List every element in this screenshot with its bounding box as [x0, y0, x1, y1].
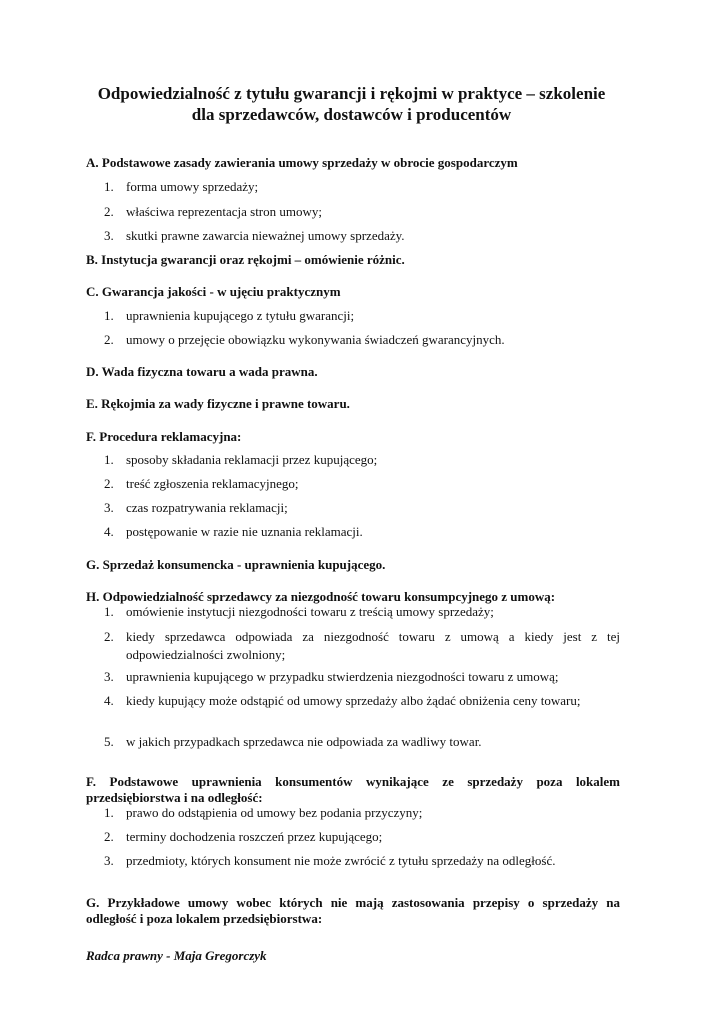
- item-text: przedmioty, których konsument nie może zwrócić z tytułu sprzedaży na odległość.: [126, 853, 556, 868]
- item-number: 4.: [104, 524, 114, 539]
- item-number: 3.: [104, 669, 114, 684]
- list-item: [104, 733, 620, 751]
- list-item: [104, 451, 620, 469]
- list-item: [104, 603, 620, 621]
- item-number: 3.: [104, 228, 114, 243]
- item-text: kiedy kupujący może odstąpić od umowy sprzedaży albo żądać obniżenia ceny towaru;: [126, 693, 581, 708]
- section-e-heading: E. Rękojmia za wady fizyczne i prawne towaru.: [86, 396, 350, 411]
- list-item: [104, 178, 620, 196]
- section-h-heading: H. Odpowiedzialność sprzedawcy za niezgodność towaru konsumpcyjnego z umową:: [86, 589, 556, 604]
- item-text: właściwa reprezentacja stron umowy;: [126, 204, 323, 219]
- item-text: w jakich przypadkach sprzedawca nie odpowiada za wadliwy towar.: [126, 734, 482, 749]
- list-item: [104, 227, 620, 245]
- list-item: [104, 499, 620, 517]
- item-text: prawo do odstąpienia od umowy bez podania przyczyny;: [126, 805, 423, 820]
- item-text: uprawnienia kupującego z tytułu gwarancji;: [126, 308, 355, 323]
- item-text: sposoby składania reklamacji przez kupującego;: [126, 452, 378, 467]
- item-number: 3.: [104, 853, 114, 868]
- item-number: 3.: [104, 500, 114, 515]
- item-number: 2.: [104, 829, 114, 844]
- item-number: 1.: [104, 604, 114, 619]
- item-number: 5.: [104, 734, 114, 749]
- list-item: [104, 203, 620, 221]
- item-number: 2.: [104, 476, 114, 491]
- list-item: [104, 331, 620, 349]
- item-number: 2.: [104, 204, 114, 219]
- section-c-heading: C. Gwarancja jakości - w ujęciu praktycznym: [86, 284, 341, 299]
- list-item: [104, 307, 620, 325]
- section-g-heading: G. Sprzedaż konsumencka - uprawnienia kupującego.: [86, 557, 386, 572]
- item-number: 1.: [104, 308, 114, 323]
- item-number: 1.: [104, 179, 114, 194]
- section-f2-heading: F. Podstawowe uprawnienia konsumentów wynikające ze sprzedaży poza lokalem przedsiębiorstwa i na odległość:: [86, 774, 620, 805]
- item-text: umowy o przejęcie obowiązku wykonywania świadczeń gwarancyjnych.: [126, 332, 505, 347]
- item-text: czas rozpatrywania reklamacji;: [126, 500, 288, 515]
- title-line-2: dla sprzedawców, dostawców i producentów: [191, 105, 512, 124]
- list-item: [104, 628, 620, 664]
- section-f-heading: F. Procedura reklamacyjna:: [86, 429, 242, 444]
- section-d-heading: D. Wada fizyczna towaru a wada prawna.: [86, 364, 318, 379]
- list-item: [104, 828, 620, 846]
- item-text: postępowanie w razie nie uznania reklamacji.: [126, 524, 363, 539]
- section-a-heading: A. Podstawowe zasady zawierania umowy sprzedaży w obrocie gospodarczym: [86, 155, 518, 170]
- item-text: terminy dochodzenia roszczeń przez kupującego;: [126, 829, 383, 844]
- list-item: [104, 692, 620, 710]
- item-text: uprawnienia kupującego w przypadku stwierdzenia niezgodności towaru z umową;: [126, 669, 559, 684]
- author-signature: Radca prawny - Maja Gregorczyk: [86, 948, 267, 963]
- item-text: kiedy sprzedawca odpowiada za niezgodność towaru z umową a kiedy jest z tej odpowiedzialności zwolniony;: [126, 629, 620, 662]
- list-item: [104, 852, 620, 870]
- item-text: omówienie instytucji niezgodności towaru z treścią umowy sprzedaży;: [126, 604, 494, 619]
- list-item: [104, 668, 620, 686]
- item-number: 2.: [104, 332, 114, 347]
- item-number: 1.: [104, 805, 114, 820]
- section-g2-heading: G. Przykładowe umowy wobec których nie mają zastosowania przepisy o sprzedaży na odległość i poza lokalem przedsiębiorstwa:: [86, 895, 620, 926]
- list-item: [104, 523, 620, 541]
- item-text: treść zgłoszenia reklamacyjnego;: [126, 476, 299, 491]
- item-number: 2.: [104, 629, 114, 644]
- item-number: 4.: [104, 693, 114, 708]
- item-text: forma umowy sprzedaży;: [126, 179, 259, 194]
- item-number: 1.: [104, 452, 114, 467]
- list-item: [104, 475, 620, 493]
- item-text: skutki prawne zawarcia nieważnej umowy sprzedaży.: [126, 228, 405, 243]
- document-title: [60, 83, 643, 125]
- section-b-heading: B. Instytucja gwarancji oraz rękojmi – omówienie różnic.: [86, 252, 405, 267]
- list-item: [104, 804, 620, 822]
- title-line-1: Odpowiedzialność z tytułu gwarancji i rękojmi w praktyce – szkolenie: [97, 84, 606, 103]
